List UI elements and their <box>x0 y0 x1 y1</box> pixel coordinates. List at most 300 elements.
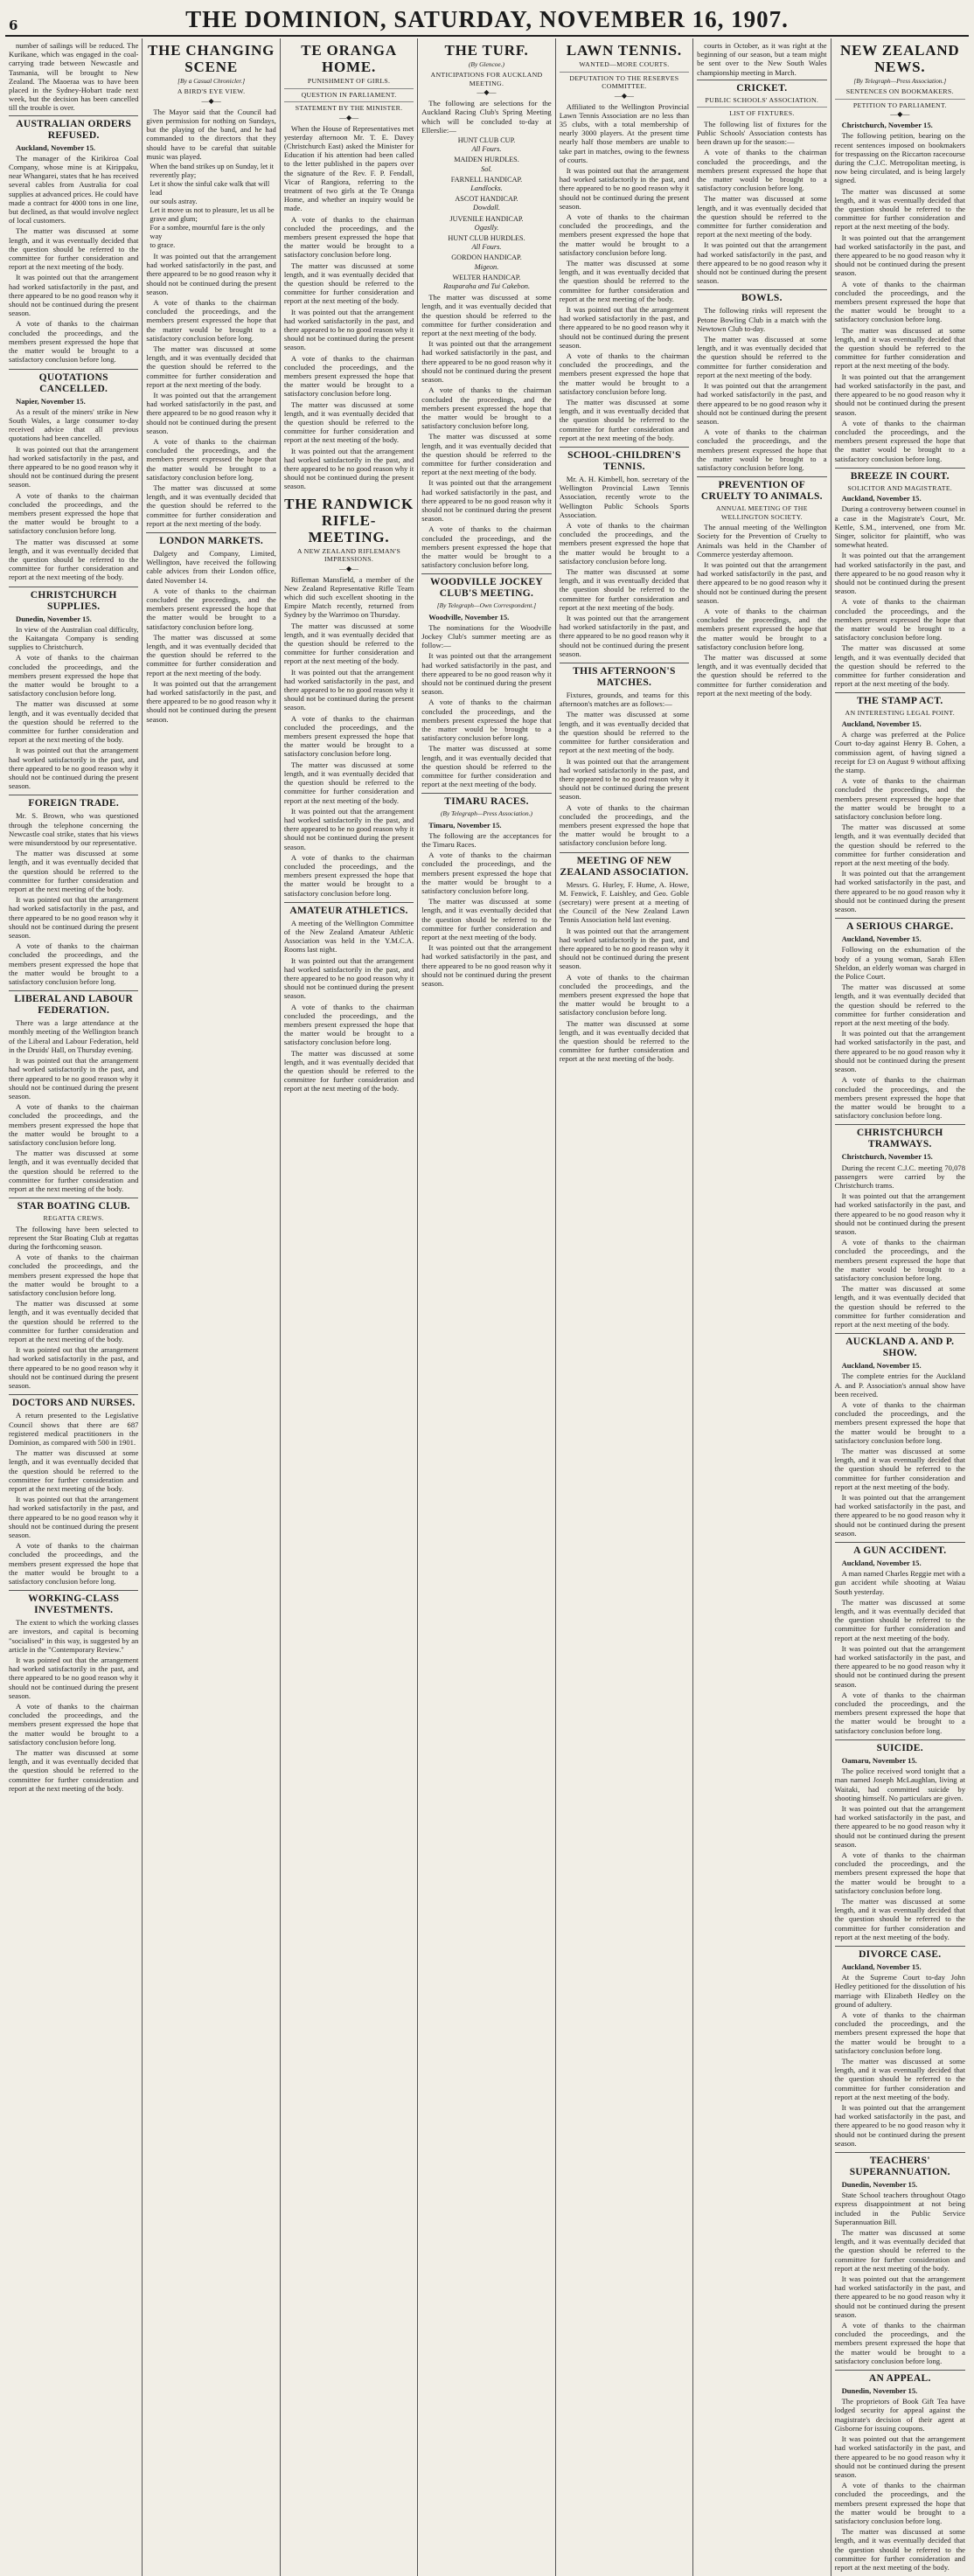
article-headline: TEACHERS' SUPERANNUATION. <box>835 2152 965 2178</box>
continuation-paragraph: It was pointed out that the arrangement had worked satisfactorily in the past, and there appeared to be no good reason why it should not be continued during the present season. <box>283 955 414 1001</box>
race-selection: Sol. <box>481 164 492 173</box>
continuation-paragraph: It was pointed out that the arrangement had worked satisfactorily in the past, and there appeared to be no good reason why it should not be continued during the present season. <box>834 869 965 914</box>
article-body-continuation <box>835 187 965 463</box>
article-subheading: LIST OF FIXTURES. <box>697 107 826 118</box>
article-subheading: ANNUAL MEETING OF THE WELLINGTON SOCIETY. <box>715 504 808 521</box>
dateline-text: Dunedin, November 15. <box>841 2180 918 2190</box>
article-paragraph: State School teachers throughout Otago express disappointment at not being included in the Public Service Superannuation Bill. <box>834 2191 965 2226</box>
article-dateline <box>835 1756 965 1765</box>
column-5 <box>556 38 693 2576</box>
continuation-paragraph: A vote of thanks to the chairman concluded the proceedings, and the members present expressed the hope that the matter would be brought to a satisfactory conclusion before long. <box>9 1253 139 1298</box>
continuation-paragraph: A vote of thanks to the chairman concluded the proceedings, and the members present expressed the hope that the matter would be brought to a satisfactory conclusion before long. <box>834 2481 965 2525</box>
article-headline: FOREIGN TRADE. <box>9 795 138 809</box>
continuation-paragraph: The matter was discussed at some length, and it was eventually decided that the question should be referred to the committee for further consideration and report at the next meeting of the body. <box>283 621 414 666</box>
headline-ornament-icon: —◆— <box>338 564 359 573</box>
article-credit: [By a Casual Chronicler.] <box>177 77 246 85</box>
article-subheading: SOLICITOR AND MAGISTRATE. <box>847 483 953 492</box>
article-headline: A SERIOUS CHARGE. <box>835 918 965 933</box>
article-body-continuation <box>835 1598 965 1735</box>
dateline-text: Auckland, November 15. <box>16 142 96 152</box>
article <box>9 795 138 986</box>
article <box>835 2152 965 2365</box>
article-headline: STAR BOATING CLUB. <box>9 1198 138 1212</box>
article-subheading: REGATTA CREWS. <box>43 1214 104 1223</box>
continuation-paragraph: The matter was discussed at some length, and it was eventually decided that the question should be referred to the committee for further consideration and report at the next meeting of the body. <box>283 1048 414 1094</box>
article-body-continuation <box>697 335 826 472</box>
article-headline: THE RANDWICK RIFLE-MEETING. <box>284 495 414 545</box>
article <box>835 1124 965 1329</box>
article-headline: AN APPEAL. <box>835 2370 965 2385</box>
article <box>835 918 965 1120</box>
article-dateline <box>835 1962 965 1971</box>
race-name: MAIDEN HURDLES. <box>454 156 519 164</box>
article-body-continuation <box>9 1056 138 1193</box>
article <box>835 42 965 463</box>
continuation-paragraph: The matter was discussed at some length, and it was eventually decided that the question should be referred to the committee for further consideration and report at the next meeting of the body. <box>559 710 690 755</box>
dateline-text: Oamaru, November 15. <box>841 1755 917 1765</box>
continuation-paragraph: It was pointed out that the arrangement had worked satisfactorily in the past, and there appeared to be no good reason why it should not be continued during the present season. <box>146 678 276 724</box>
continuation-paragraph: It was pointed out that the arrangement had worked satisfactorily in the past, and there appeared to be no good reason why it should not be continued during the present season. <box>283 446 414 491</box>
continuation-paragraph: It was pointed out that the arrangement had worked satisfactorily in the past, and there appeared to be no good reason why it should not be continued during the present season. <box>146 251 276 296</box>
article-body-continuation <box>9 1448 138 1586</box>
article-body-continuation <box>835 1191 965 1329</box>
article-body-continuation <box>146 587 275 724</box>
article <box>9 1394 138 1586</box>
article-dateline <box>421 613 551 621</box>
article-dateline <box>835 1559 965 1567</box>
dateline-text: Auckland, November 15. <box>841 494 922 503</box>
article-paragraph: The nominations for the Woodville Jockey Club's summer meeting are as follow:— <box>421 622 552 650</box>
continuation-paragraph: It was pointed out that the arrangement had worked satisfactorily in the past, and there appeared to be no good reason why it should not be continued during the present season. <box>421 943 552 989</box>
article-body-continuation <box>9 1656 138 1793</box>
article <box>146 42 275 528</box>
article-body-continuation <box>560 927 689 1064</box>
race-name: JUVENILE HANDICAP. <box>449 214 524 223</box>
article-headline: TIMARU RACES. <box>421 793 551 808</box>
continuation-paragraph: A vote of thanks to the chairman concluded the proceedings, and the members present expressed the hope that the matter would be brought to a satisfactory conclusion before long. <box>9 941 139 987</box>
continuation-paragraph: It was pointed out that the arrangement had worked satisfactorily in the past, and there appeared to be no good reason why it should not be continued during the present season. <box>834 371 965 417</box>
continuation-paragraph: It was pointed out that the arrangement had worked satisfactorily in the past, and there appeared to be no good reason why it should not be continued during the present season. <box>421 651 552 697</box>
race-name: WELTER HANDICAP. <box>452 273 521 281</box>
continuation-paragraph: A vote of thanks to the chairman concluded the proceedings, and the members present expressed the hope that the matter would be brought to a satisfactory conclusion before long. <box>559 521 690 566</box>
continuation-paragraph: A vote of thanks to the chairman concluded the proceedings, and the members present expressed the hope that the matter would be brought to a satisfactory conclusion before long. <box>9 1102 139 1147</box>
continuation-paragraph: It was pointed out that the arrangement had worked satisfactorily in the past, and there appeared to be no good reason why it should not be continued during the present season. <box>421 478 552 524</box>
article-body-continuation <box>421 293 551 569</box>
article-body-continuation <box>284 215 414 491</box>
article-headline: SCHOOL-CHILDREN'S TENNIS. <box>560 447 689 473</box>
article-headline: CHRISTCHURCH SUPPLIES. <box>9 587 138 613</box>
article-headline: CHRISTCHURCH TRAMWAYS. <box>835 1124 965 1150</box>
article-body-continuation <box>697 560 826 698</box>
continuation-paragraph: It was pointed out that the arrangement had worked satisfactorily in the past, and there appeared to be no good reason why it should not be continued during the present season. <box>697 381 827 426</box>
continuation-paragraph: A vote of thanks to the chairman concluded the proceedings, and the members present expressed the hope that the matter would be brought to a satisfactory conclusion before long. <box>9 653 139 698</box>
continuation-paragraph: The matter was discussed at some length, and it was eventually decided that the question should be referred to the committee for further consideration and report at the next meeting of the body. <box>834 186 965 232</box>
article-paragraph: A charge was preferred at the Police Court to-day against Henry B. Cohen, a commission agent, of having signed a receipt for £3 on August 9 without affixing the stamp. <box>834 730 965 774</box>
continuation-paragraph: It was pointed out that the arrangement had worked satisfactorily in the past, and there appeared to be no good reason why it should not be continued during the present season. <box>697 559 827 605</box>
article <box>284 496 414 898</box>
article-paragraph: The following list of fixtures for the Public Schools' Association contests has been drawn up for the season:— <box>697 119 827 147</box>
article <box>835 692 965 913</box>
article-body-continuation <box>560 166 689 442</box>
continuation-paragraph: The matter was discussed at some length, and it was eventually decided that the question should be referred to the committee for further consideration and report at the next meeting of the body. <box>834 2527 965 2572</box>
article-subheading: QUESTION IN PARLIAMENT. <box>284 88 414 100</box>
masthead-title: THE DOMINION, SATURDAY, NOVEMBER 16, 1907. <box>185 6 789 32</box>
article <box>421 573 551 788</box>
article-headline: PREVENTION OF CRUELTY TO ANIMALS. <box>697 476 826 503</box>
article-paragraph: Messrs. G. Hurley, F. Hume, A. Howe, M. Fenwick, F. Laishley, and Geo. Goble (secretary) were present at a meeting of the Council of the New Zealand Lawn Tennis Association held last evening. <box>559 879 690 925</box>
continuation-paragraph: A vote of thanks to the chairman concluded the proceedings, and the members present expressed the hope that the matter would be brought to a satisfactory conclusion before long. <box>421 698 552 743</box>
article-body-continuation <box>697 148 826 285</box>
article-paragraph: At the Supreme Court to-day John Hedley petitioned for the dissolution of his marriage with Elizabeth Hedley on the ground of adultery. <box>834 1973 965 2009</box>
article-paragraph: In view of the Australian coal difficulty, the Kaitangata Company is sending supplies to Christchurch. <box>9 624 139 652</box>
continuation-paragraph: The matter was discussed at some length, and it was eventually decided that the question should be referred to the committee for further consideration and report at the next meeting of the body. <box>9 226 139 272</box>
race-selection: All Fours. <box>471 145 502 154</box>
article-paragraph: Dalgety and Company, Limited, Wellington, have received the following cable advices from their London office, dated November 14. <box>146 549 276 585</box>
continuation-paragraph: The matter was discussed at some length, and it was eventually decided that the question should be referred to the committee for further consideration and report at the next meeting of the body. <box>834 1896 965 1941</box>
continuation-paragraph: The matter was discussed at some length, and it was eventually decided that the question should be referred to the committee for further consideration and report at the next meeting of the body. <box>697 652 827 698</box>
column-lead-text: number of sailings will be reduced. The Kurikane, which was engaged in the coal-carrying trade between Newcastle and Tasmania, will be brought to New Zealand. The Maoeraa was to have been placed in the Sydney-Hobart trade next week, but the decision has been cancelled till the trouble is over. <box>9 41 139 113</box>
article <box>9 587 138 791</box>
race-name: FARNELL HANDICAP. <box>450 175 523 184</box>
article-headline: SUICIDE. <box>835 1739 965 1754</box>
article-subheading: A NEW ZEALAND RIFLEMAN'S IMPRESSIONS. <box>296 546 401 564</box>
continuation-paragraph: The matter was discussed at some length, and it was eventually decided that the question should be referred to the committee for further consideration and report at the next meeting of the body. <box>283 760 414 805</box>
article-paragraph: The following have been selected to represent the Star Boating Club at regattas during the forthcoming season. <box>9 1224 139 1252</box>
article-body-continuation <box>421 651 551 788</box>
article-paragraph: The proprietors of Book Gift Tea have lodged security for appeal against the magistrate's decision of their agent at Gisborne for issuing coupons. <box>834 2397 965 2433</box>
article-subheading: PUNISHMENT OF GIRLS. <box>307 77 391 85</box>
continuation-paragraph: It was pointed out that the arrangement had worked satisfactorily in the past, and there appeared to be no good reason why it should not be continued during the present season. <box>834 1643 965 1689</box>
article <box>421 793 551 988</box>
article-dateline <box>835 2386 965 2395</box>
continuation-paragraph: It was pointed out that the arrangement had worked satisfactorily in the past, and there appeared to be no good reason why it should not be continued during the present season. <box>834 1029 965 1074</box>
column-7 <box>831 38 969 2576</box>
race-selection: All Fours. <box>471 243 502 252</box>
article-body-continuation <box>284 956 414 1094</box>
article-dateline <box>9 614 138 623</box>
dateline-text: Woodville, November 15. <box>428 612 510 621</box>
article <box>835 2370 965 2572</box>
continuation-paragraph: It was pointed out that the arrangement had worked satisfactorily in the past, and there appeared to be no good reason why it should not be continued during the present season. <box>9 1655 139 1700</box>
continuation-paragraph: The matter was discussed at some length, and it was eventually decided that the question should be referred to the committee for further consideration and report at the next meeting of the body. <box>283 260 414 306</box>
race-selection: Landlocks. <box>470 184 503 193</box>
continuation-paragraph: A vote of thanks to the chairman concluded the proceedings, and the members present expressed the hope that the matter would be brought to a satisfactory conclusion before long. <box>9 490 139 536</box>
article <box>835 1333 965 1538</box>
continuation-paragraph: A vote of thanks to the chairman concluded the proceedings, and the members present expressed the hope that the matter would be brought to a satisfactory conclusion before long. <box>834 1850 965 1895</box>
article-paragraph: During the recent C.J.C. meeting 70,078 passengers were carried by the Christchurch trams. <box>834 1163 965 1190</box>
dateline-text: Auckland, November 15. <box>841 1559 922 1568</box>
article-body-continuation <box>835 1400 965 1538</box>
article-paragraph: When the House of Representatives met yesterday afternoon Mr. T. E. Davey (Christchurch East) asked the Minister for Education if his attention had been called to the letter published in the papers over the signature of the Rev. F. P. Fendall, Vicar of Rangiora, referring to the treatment of two girls at the Te Oranga Home, and whether an inquiry would be made. <box>283 123 414 213</box>
continuation-paragraph: The matter was discussed at some length, and it was eventually decided that the question should be referred to the committee for further consideration and report at the next meeting of the body. <box>834 1284 965 1329</box>
article-subheading: DEPUTATION TO THE RESERVES COMMITTEE. <box>560 72 689 91</box>
continuation-paragraph: It was pointed out that the arrangement had worked satisfactorily in the past, and there appeared to be no good reason why it should not be continued during the present season. <box>9 1345 139 1391</box>
article-dateline <box>835 494 965 503</box>
article <box>697 80 826 286</box>
continuation-paragraph: It was pointed out that the arrangement had worked satisfactorily in the past, and there appeared to be no good reason why it should not be continued during the present season. <box>9 273 139 318</box>
article-paragraph: The extent to which the working classes are investors, and capital is becoming "socialised" in this way, is suggested by an article in the "Contemporary Review." <box>9 1618 139 1654</box>
article <box>560 447 689 658</box>
continuation-paragraph: The matter was discussed at some length, and it was eventually decided that the question should be referred to the committee for further consideration and report at the next meeting of the body. <box>9 1299 139 1344</box>
article-subheading: AN INTERESTING LEGAL POINT. <box>845 709 956 718</box>
article-body-continuation <box>9 226 138 364</box>
column-4 <box>418 38 555 2576</box>
article <box>697 289 826 472</box>
column-2 <box>143 38 280 2576</box>
article <box>835 1542 965 1735</box>
race-name: GORDON HANDICAP. <box>451 253 522 262</box>
article-headline: A GUN ACCIDENT. <box>835 1542 965 1557</box>
page-number: 6 <box>9 17 18 33</box>
continuation-paragraph: A vote of thanks to the chairman concluded the proceedings, and the members present expressed the hope that the matter would be brought to a satisfactory conclusion before long. <box>834 279 965 324</box>
article-dateline <box>9 143 138 152</box>
article <box>9 115 138 365</box>
continuation-paragraph: A vote of thanks to the chairman concluded the proceedings, and the members present expressed the hope that the matter would be brought to a satisfactory conclusion before long. <box>834 2010 965 2055</box>
dateline-text: Dunedin, November 15. <box>16 614 92 623</box>
article <box>560 852 689 1064</box>
article-body-continuation <box>9 1253 138 1390</box>
article <box>421 42 551 569</box>
article-headline: BOWLS. <box>697 289 826 304</box>
continuation-paragraph: The matter was discussed at some length, and it was eventually decided that the question should be referred to the committee for further consideration and report at the next meeting of the body. <box>559 258 690 303</box>
continuation-paragraph: It was pointed out that the arrangement had worked satisfactorily in the past, and there appeared to be no good reason why it should not be continued during the present season. <box>421 339 552 385</box>
continuation-paragraph: The matter was discussed at some length, and it was eventually decided that the question should be referred to the committee for further consideration and report at the next meeting of the body. <box>834 2056 965 2101</box>
continuation-paragraph: A vote of thanks to the chairman concluded the proceedings, and the members present expressed the hope that the matter would be brought to a satisfactory conclusion before long. <box>559 212 690 257</box>
article-dateline <box>421 821 551 830</box>
article-headline: THIS AFTERNOON'S MATCHES. <box>560 663 689 689</box>
continuation-paragraph: A vote of thanks to the chairman concluded the proceedings, and the members present expressed the hope that the matter would be brought to a satisfactory conclusion before long. <box>834 1690 965 1735</box>
continuation-paragraph: It was pointed out that the arrangement had worked satisfactorily in the past, and there appeared to be no good reason why it should not be continued during the present season. <box>834 1191 965 1236</box>
article <box>284 42 414 491</box>
article-paragraph: Following on the exhumation of the body of a young woman, Sarah Ellen Sheldon, an elderly woman was charged in the Police Court. <box>834 945 965 982</box>
continuation-paragraph: The matter was discussed at some length, and it was eventually decided that the question should be referred to the committee for further consideration and report at the next meeting of the body. <box>834 2228 965 2273</box>
continuation-paragraph: It was pointed out that the arrangement had worked satisfactorily in the past, and there appeared to be no good reason why it should not be continued during the present season. <box>834 2274 965 2319</box>
dateline-text: Auckland, November 15. <box>841 934 922 944</box>
continuation-paragraph: A vote of thanks to the chairman concluded the proceedings, and the members present expressed the hope that the matter would be brought to a satisfactory conclusion before long. <box>697 148 827 193</box>
article-headline: LIBERAL AND LABOUR FEDERATION. <box>9 990 138 1017</box>
article-dateline <box>9 397 138 406</box>
article-headline: CRICKET. <box>697 80 826 94</box>
continuation-paragraph: The matter was discussed at some length, and it was eventually decided that the question should be referred to the committee for further consideration and report at the next meeting of the body. <box>559 398 690 442</box>
article-paragraph: The following petition, bearing on the recent sentences imposed on bookmakers for trespassing on the Riccarton racecourse during the C.J.C. Metropolitan meeting, is now being circulated, and is being largely signed. <box>834 131 965 185</box>
article <box>560 663 689 847</box>
article-credit: [By Telegraph—Press Association.] <box>853 77 947 85</box>
article-headline: DIVORCE CASE. <box>835 1946 965 1961</box>
continuation-paragraph: The matter was discussed at some length, and it was eventually decided that the question should be referred to the committee for further consideration and report at the next meeting of the body. <box>834 982 965 1028</box>
headline-ornament-icon: —◆— <box>201 96 221 105</box>
article-subheading: ANTICIPATIONS FOR AUCKLAND MEETING. <box>430 71 543 87</box>
continuation-paragraph: The matter was discussed at some length, and it was eventually decided that the question should be referred to the committee for further consideration and report at the next meeting of the body. <box>697 194 827 240</box>
dateline-text: Christchurch, November 15. <box>841 1152 933 1162</box>
headline-ornament-icon: —◆— <box>338 113 359 122</box>
article-subheading: A BIRD'S EYE VIEW. <box>177 87 246 96</box>
continuation-paragraph: It was pointed out that the arrangement had worked satisfactorily in the past, and there appeared to be no good reason why it should not be continued during the present season. <box>559 304 690 350</box>
article-paragraph: The following rinks will represent the Petone Bowling Club in a match with the Newtown Club to-day. <box>697 306 827 333</box>
continuation-paragraph: The matter was discussed at some length, and it was eventually decided that the question should be referred to the committee for further consideration and report at the next meeting of the body. <box>9 1748 139 1793</box>
article-body-continuation <box>835 2010 965 2148</box>
continuation-paragraph: A vote of thanks to the chairman concluded the proceedings, and the members present expressed the hope that the matter would be brought to a satisfactory conclusion before long. <box>559 972 690 1017</box>
continuation-paragraph: A vote of thanks to the chairman concluded the proceedings, and the members present expressed the hope that the matter would be brought to a satisfactory conclusion before long. <box>283 353 414 399</box>
continuation-paragraph: It was pointed out that the arrangement had worked satisfactorily in the past, and there appeared to be no good reason why it should not be continued during the present season. <box>834 551 965 596</box>
continuation-paragraph: The matter was discussed at some length, and it was eventually decided that the question should be referred to the committee for further consideration and report at the next meeting of the body. <box>283 399 414 445</box>
dateline-text: Auckland, November 15. <box>841 719 922 728</box>
continuation-paragraph: A vote of thanks to the chairman concluded the proceedings, and the members present expressed the hope that the matter would be brought to a satisfactory conclusion before long. <box>559 802 690 848</box>
column-lead-text: courts in October, as it was right at the beginning of our season, but a team might be sent over to the New South Wales championship meeting in March. <box>697 41 827 77</box>
continuation-paragraph: The matter was discussed at some length, and it was eventually decided that the question should be referred to the committee for further consideration and report at the next meeting of the body. <box>9 537 139 582</box>
article-paragraph: The complete entries for the Auckland A. and P. Association's annual show have been received. <box>834 1371 965 1399</box>
article <box>146 532 275 724</box>
article-paragraph: The manager of the Kirikiroa Coal Company, whose mine is at Kirippaku, near Whangarei, states that he has received several cables from Australia for coal supplies at advanced prices. He could have made a contract for 4000 tons in one line, but declined, as that would involve neglect of local customers. <box>9 153 139 226</box>
article-dateline <box>835 934 965 943</box>
article-headline: LAWN TENNIS. <box>566 42 682 59</box>
article-dateline <box>835 121 965 129</box>
article-dateline <box>835 1361 965 1370</box>
race-name: HUNT CLUB CUP. <box>457 136 516 145</box>
article-body-continuation <box>421 851 551 988</box>
continuation-paragraph: The matter was discussed at some length, and it was eventually decided that the question should be referred to the committee for further consideration and report at the next meeting of the body. <box>9 1149 139 1193</box>
headline-ornament-icon: —◆— <box>477 88 497 97</box>
article-headline: WOODVILLE JOCKEY CLUB'S MEETING. <box>421 573 551 600</box>
continuation-paragraph: It was pointed out that the arrangement had worked satisfactorily in the past, and there appeared to be no good reason why it should not be continued during the present season. <box>9 1495 139 1539</box>
headline-ornament-icon: —◆— <box>890 110 910 119</box>
article-headline: THE CHANGING SCENE <box>148 42 275 75</box>
continuation-paragraph: It was pointed out that the arrangement had worked satisfactorily in the past, and there appeared to be no good reason why it should not be continued during the present season. <box>559 165 690 211</box>
article-body-continuation <box>560 710 689 847</box>
article-paragraph: Rifleman Mansfield, a member of the New Zealand Representative Rifle Team which did such excellent shooting in the Empire Match recently, returned from Sydney by the Warrimoo on Thursday. <box>283 574 414 620</box>
article-body-continuation <box>835 2434 965 2572</box>
article-subheading: WANTED—MORE COURTS. <box>579 60 670 68</box>
continuation-paragraph: The matter was discussed at some length, and it was eventually decided that the question should be referred to the committee for further consideration and report at the next meeting of the body. <box>421 432 552 477</box>
columns <box>5 38 969 2572</box>
dateline-text: Napier, November 15. <box>16 396 86 406</box>
article <box>835 1739 965 1941</box>
article <box>9 1590 138 1793</box>
article-subheading: PUBLIC SCHOOLS' ASSOCIATION. <box>705 95 819 104</box>
masthead <box>5 3 969 37</box>
continuation-paragraph: A vote of thanks to the chairman concluded the proceedings, and the members present expressed the hope that the matter would be brought to a satisfactory conclusion before long. <box>283 214 414 260</box>
continuation-paragraph: The matter was discussed at some length, and it was eventually decided that the question should be referred to the committee for further consideration and report at the next meeting of the body. <box>421 744 552 789</box>
continuation-paragraph: It was pointed out that the arrangement had worked satisfactorily in the past, and there appeared to be no good reason why it should not be continued during the present season. <box>283 806 414 851</box>
article-body-continuation <box>284 621 414 898</box>
continuation-paragraph: A vote of thanks to the chairman concluded the proceedings, and the members present expressed the hope that the matter would be brought to a satisfactory conclusion before long. <box>9 319 139 365</box>
continuation-paragraph: A vote of thanks to the chairman concluded the proceedings, and the members present expressed the hope that the matter would be brought to a satisfactory conclusion before long. <box>146 297 276 343</box>
article-credit: [By Telegraph—Own Correspondent.] <box>436 601 537 610</box>
race-selection: Ogaslly. <box>474 223 499 232</box>
continuation-paragraph: A vote of thanks to the chairman concluded the proceedings, and the members present expressed the hope that the matter would be brought to a satisfactory conclusion before long. <box>834 776 965 822</box>
article-headline: NEW ZEALAND NEWS. <box>840 42 960 75</box>
continuation-paragraph: The matter was discussed at some length, and it was eventually decided that the question should be referred to the committee for further consideration and report at the next meeting of the body. <box>559 1018 690 1064</box>
article <box>835 468 965 689</box>
article-headline: TE ORANGA HOME. <box>301 42 397 75</box>
continuation-paragraph: A vote of thanks to the chairman concluded the proceedings, and the members present expressed the hope that the matter would be brought to a satisfactory conclusion before long. <box>146 586 276 631</box>
article <box>697 476 826 698</box>
continuation-paragraph: It was pointed out that the arrangement had worked satisfactorily in the past, and there appeared to be no good reason why it should not be continued during the present season. <box>559 926 690 971</box>
article-paragraph: During a controversy between counsel in a case in the Magistrate's Court, Mr. Kettle, S.M., intervened, one from Mr. Singer, solicitor for plaintiff, who was somewhat heated. <box>834 504 965 550</box>
continuation-paragraph: A vote of thanks to the chairman concluded the proceedings, and the members present expressed the hope that the matter would be brought to a satisfactory conclusion before long. <box>834 597 965 642</box>
continuation-paragraph: A vote of thanks to the chairman concluded the proceedings, and the members present expressed the hope that the matter would be brought to a satisfactory conclusion before long. <box>9 1701 139 1746</box>
continuation-paragraph: It was pointed out that the arrangement had worked satisfactorily in the past, and there appeared to be no good reason why it should not be continued during the present season. <box>834 233 965 278</box>
continuation-paragraph: It was pointed out that the arrangement had worked satisfactorily in the past, and there appeared to be no good reason why it should not be continued during the present season. <box>9 746 139 791</box>
continuation-paragraph: The matter was discussed at some length, and it was eventually decided that the question should be referred to the committee for further consideration and report at the next meeting of the body. <box>834 823 965 868</box>
continuation-paragraph: A vote of thanks to the chairman concluded the proceedings, and the members present expressed the hope that the matter would be brought to a satisfactory conclusion before long. <box>697 427 827 472</box>
article-paragraph: As a result of the miners' strike in New South Wales, a large consumer to-day received advice that all previous quotations had been cancelled. <box>9 406 139 443</box>
article <box>9 1198 138 1390</box>
continuation-paragraph: A vote of thanks to the chairman concluded the proceedings, and the members present expressed the hope that the matter would be brought to a satisfactory conclusion before long. <box>9 1541 139 1586</box>
continuation-paragraph: A vote of thanks to the chairman concluded the proceedings, and the members present expressed the hope that the matter would be brought to a satisfactory conclusion before long. <box>283 1002 414 1047</box>
article-dateline <box>835 1152 965 1161</box>
column-1 <box>5 38 143 2576</box>
article-body-continuation <box>835 2228 965 2365</box>
continuation-paragraph: It was pointed out that the arrangement had worked satisfactorily in the past, and there appeared to be no good reason why it should not be continued during the present season. <box>834 1493 965 1538</box>
continuation-paragraph: The matter was discussed at some length, and it was eventually decided that the question should be referred to the committee for further consideration and report at the next meeting of the body. <box>697 335 827 379</box>
article-body-continuation <box>9 849 138 986</box>
article-subheading: PETITION TO PARLIAMENT. <box>835 99 965 110</box>
article-subheading: SENTENCES ON BOOKMAKERS. <box>845 87 954 96</box>
race-name: HUNT CLUB HURDLES. <box>448 234 525 243</box>
continuation-paragraph: The matter was discussed at some length, and it was eventually decided that the question should be referred to the committee for further consideration and report at the next meeting of the body. <box>834 325 965 371</box>
article-subheading: STATEMENT BY THE MINISTER. <box>284 101 414 113</box>
continuation-paragraph: The matter was discussed at some length, and it was eventually decided that the question should be referred to the committee for further consideration and report at the next meeting of the body. <box>834 1597 965 1642</box>
article-headline: AMATEUR ATHLETICS. <box>284 902 414 917</box>
continuation-paragraph: The matter was discussed at some length, and it was eventually decided that the question should be referred to the committee for further consideration and report at the next meeting of the body. <box>421 897 552 942</box>
article-headline: THE STAMP ACT. <box>835 692 965 707</box>
article-body-continuation <box>560 521 689 658</box>
article-body-continuation <box>835 982 965 1120</box>
article <box>9 990 138 1193</box>
article-paragraph: The annual meeting of the Wellington Society for the Prevention of Cruelty to Animals was held in the Chamber of Commerce yesterday afternoon. <box>697 523 827 559</box>
article-paragraph: The following are selections for the Auckland Racing Club's Spring Meeting which will be concluded to-day at Ellerslie:— <box>421 99 552 135</box>
article-paragraph: Fixtures, grounds, and teams for this afternoon's matches are as follows:— <box>559 691 690 709</box>
article-headline: AUSTRALIAN ORDERS REFUSED. <box>9 115 138 142</box>
dateline-text: Christchurch, November 15. <box>841 121 933 130</box>
race-selection: Migeon. <box>474 262 499 271</box>
article-body-continuation <box>9 653 138 790</box>
continuation-paragraph: It was pointed out that the arrangement had worked satisfactorily in the past, and there appeared to be no good reason why it should not be continued during the present season. <box>834 2103 965 2148</box>
continuation-paragraph: The matter was discussed at some length, and it was eventually decided that the question should be referred to the committee for further consideration and report at the next meeting of the body. <box>146 344 276 389</box>
continuation-paragraph: A vote of thanks to the chairman concluded the proceedings, and the members present expressed the hope that the matter would be brought to a satisfactory conclusion before long. <box>421 851 552 896</box>
race-selection: Dowdall. <box>473 204 500 212</box>
continuation-paragraph: The matter was discussed at some length, and it was eventually decided that the question should be referred to the committee for further consideration and report at the next meeting of the body. <box>146 632 276 677</box>
dateline-text: Timaru, November 15. <box>428 820 502 830</box>
article-body-continuation <box>835 551 965 688</box>
continuation-paragraph: The matter was discussed at some length, and it was eventually decided that the question should be referred to the committee for further consideration and report at the next meeting of the body. <box>834 643 965 689</box>
article-body-continuation <box>835 776 965 913</box>
article <box>560 42 689 442</box>
headline-ornament-icon: —◆— <box>614 91 634 100</box>
article-paragraph: The following are the acceptances for the Timaru Races. <box>421 830 552 850</box>
continuation-paragraph: It was pointed out that the arrangement had worked satisfactorily in the past, and there appeared to be no good reason why it should not be continued during the present season. <box>559 756 690 802</box>
article-headline: WORKING-CLASS INVESTMENTS. <box>9 1590 138 1616</box>
article <box>835 1946 965 2148</box>
continuation-paragraph: The matter was discussed at some length, and it was eventually decided that the question should be referred to the committee for further consideration and report at the next meeting of the body. <box>421 293 552 338</box>
article-dateline <box>835 719 965 728</box>
continuation-paragraph: The matter was discussed at some length, and it was eventually decided that the question should be referred to the committee for further consideration and report at the next meeting of the body. <box>559 567 690 612</box>
dateline-text: Auckland, November 15. <box>841 1962 922 1971</box>
article-body-continuation <box>9 445 138 582</box>
column-6 <box>693 38 831 2576</box>
continuation-paragraph: A vote of thanks to the chairman concluded the proceedings, and the members present expressed the hope that the matter would be brought to a satisfactory conclusion before long. <box>283 713 414 759</box>
article-headline: BREEZE IN COURT. <box>835 468 965 483</box>
continuation-paragraph: It was pointed out that the arrangement had worked satisfactorily in the past, and there appeared to be no good reason why it should not be continued during the present season. <box>834 1803 965 1849</box>
article-credit: (By Glencoe.) <box>468 60 505 68</box>
article-paragraph: Mr. S. Brown, who was questioned through the telephone concerning the Newcastle coal strike, states that his views were misunderstood by our representative. <box>9 811 139 848</box>
article-paragraph: Mr. A. H. Kimbell, hon. secretary of the Wellington Provincial Lawn Tennis Association, recently wrote to the Wellington Public Schools Sports Association. <box>559 475 690 519</box>
article-paragraph: A man named Charles Reggie met with a gun accident while shooting at Waiau South yesterday. <box>834 1569 965 1596</box>
continuation-paragraph: It was pointed out that the arrangement had worked satisfactorily in the past, and there appeared to be no good reason why it should not be continued during the present season. <box>283 667 414 712</box>
continuation-paragraph: A vote of thanks to the chairman concluded the proceedings, and the members present expressed the hope that the matter would be brought to a satisfactory conclusion before long. <box>421 385 552 431</box>
continuation-paragraph: The matter was discussed at some length, and it was eventually decided that the question should be referred to the committee for further consideration and report at the next meeting of the body. <box>834 1447 965 1491</box>
article-headline: QUOTATIONS CANCELLED. <box>9 369 138 395</box>
